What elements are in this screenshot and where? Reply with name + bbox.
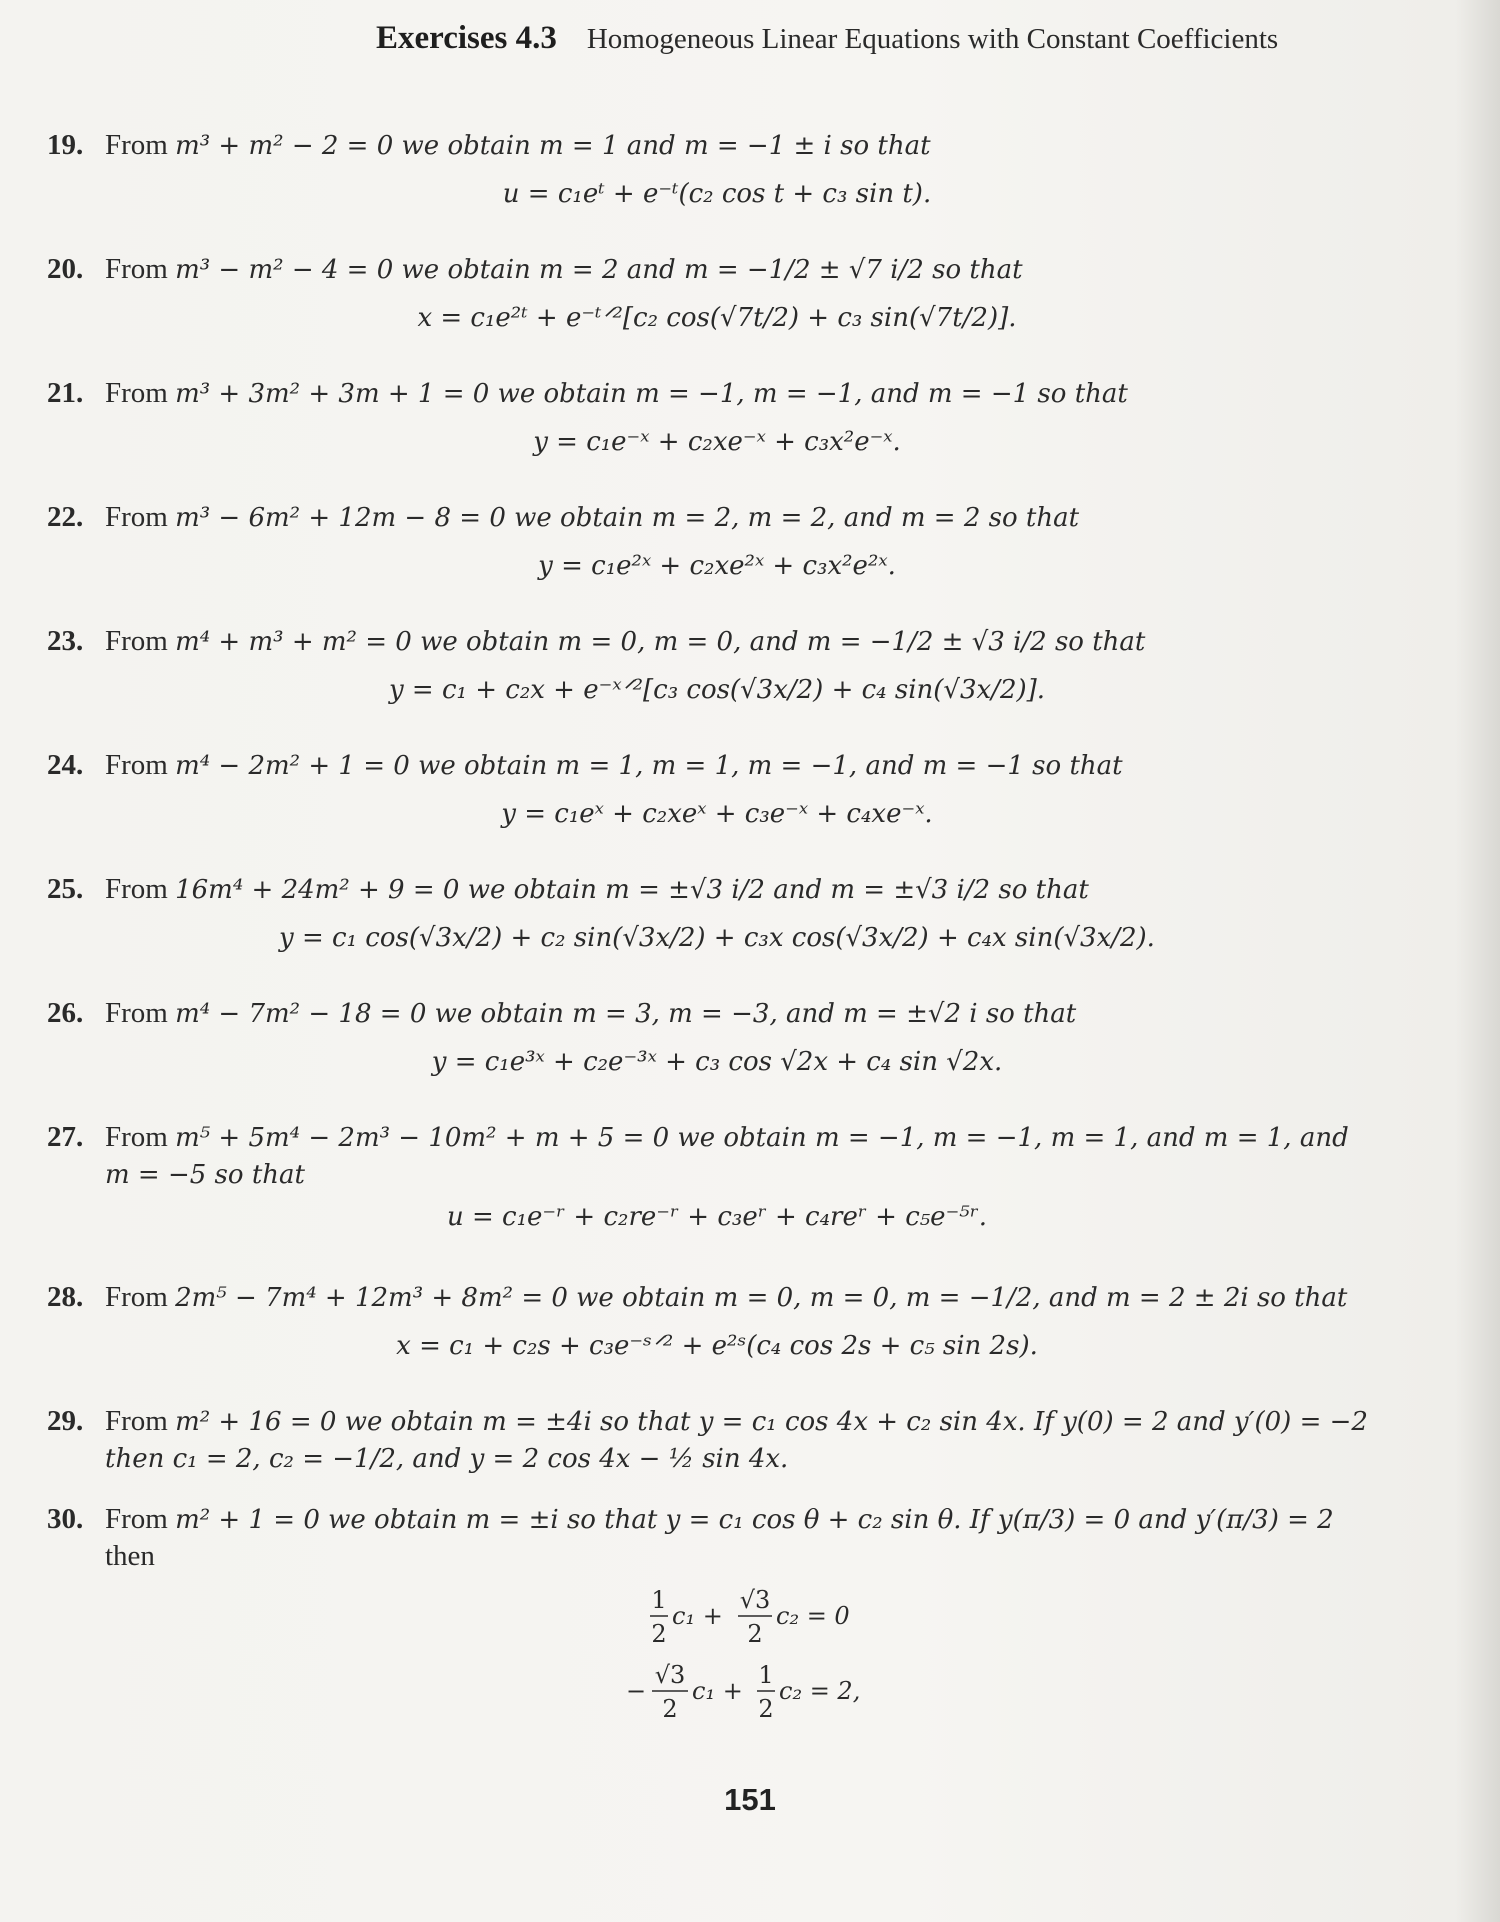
eq2-frac-b-num: 1 (758, 1661, 774, 1689)
problem-statement-cont: then (105, 1540, 155, 1572)
problem-23 (47, 623, 1387, 708)
problem-intro: From (105, 377, 168, 409)
eq2-frac-b-den: 2 (758, 1695, 774, 1723)
problem-intro: From (105, 873, 168, 905)
problem-number: 27. (47, 1121, 84, 1153)
problem-statement: 16m⁴ + 24m² + 9 = 0 we obtain m = ±√3 i/2 and m = ±√3 i/2 so that (175, 875, 1089, 905)
problem-intro: From (105, 997, 168, 1029)
problem-intro: From (105, 1121, 168, 1153)
problem-statement-cont: m = −5 so that (105, 1160, 305, 1190)
problem-number: 29. (47, 1405, 84, 1437)
problem-statement-cont: then c₁ = 2, c₂ = −1/2, and y = 2 cos 4x − ½ sin 4x. (105, 1444, 789, 1474)
problem-statement: m⁵ + 5m⁴ − 2m³ − 10m² + m + 5 = 0 we obtain m = −1, m = −1, m = 1, and m = 1, and (175, 1123, 1349, 1153)
problem-20 (47, 251, 1387, 336)
problem-27 (47, 1119, 1387, 1235)
problem-solution: y = c₁ + c₂x + e⁻ˣᐟ²[c₃ cos(√3x/2) + c₄ sin(√3x/2)]. (388, 675, 1046, 705)
problem-19 (47, 127, 1387, 212)
page-header (376, 20, 1278, 57)
problem-statement: m³ − m² − 4 = 0 we obtain m = 2 and m = −1/2 ± √7 i/2 so that (175, 255, 1023, 285)
eq2-frac-a-num: √3 (654, 1661, 686, 1689)
problem-number: 25. (47, 873, 84, 905)
eq2-sign: − (626, 1677, 647, 1705)
problem-number: 22. (47, 501, 84, 533)
problem-solution: y = c₁e⁻ˣ + c₂xe⁻ˣ + c₃x²e⁻ˣ. (533, 427, 901, 457)
problem-solution: u = c₁eᵗ + e⁻ᵗ(c₂ cos t + c₃ sin t). (502, 179, 932, 209)
problem-solution: y = c₁e³ˣ + c₂e⁻³ˣ + c₃ cos √2x + c₄ sin √2x. (431, 1047, 1003, 1077)
eq2-term: c₁ + (692, 1677, 743, 1705)
problem-21 (47, 375, 1387, 460)
eq1-frac-b-den: 2 (747, 1620, 763, 1648)
problem-intro: From (105, 1281, 168, 1313)
problem-29 (47, 1403, 1387, 1477)
problem-statement: 2m⁵ − 7m⁴ + 12m³ + 8m² = 0 we obtain m = 0, m = 0, m = −1/2, and m = 2 ± 2i so that (175, 1283, 1348, 1313)
problem-intro: From (105, 129, 168, 161)
problem-statement: m³ − 6m² + 12m − 8 = 0 we obtain m = 2, m = 2, and m = 2 so that (175, 503, 1080, 533)
equation-system (0, 1578, 1500, 1738)
problem-statement: m⁴ − 7m² − 18 = 0 we obtain m = 3, m = −3, and m = ±√2 i so that (175, 999, 1077, 1029)
problem-number: 26. (47, 997, 84, 1029)
problem-number: 19. (47, 129, 84, 161)
problem-intro: From (105, 1405, 168, 1437)
problem-statement: m⁴ − 2m² + 1 = 0 we obtain m = 1, m = 1, m = −1, and m = −1 so that (175, 751, 1123, 781)
page-number: 151 (724, 1782, 776, 1817)
problem-solution: y = c₁ cos(√3x/2) + c₂ sin(√3x/2) + c₃x cos(√3x/2) + c₄x sin(√3x/2). (279, 923, 1155, 953)
problem-number: 30. (47, 1503, 84, 1535)
problem-intro: From (105, 501, 168, 533)
eq1-rest: c₂ = 0 (776, 1602, 850, 1630)
problem-solution: y = c₁eˣ + c₂xeˣ + c₃e⁻ˣ + c₄xe⁻ˣ. (501, 799, 933, 829)
section-subtitle: Homogeneous Linear Equations with Constant Coefficients (586, 23, 1279, 55)
eq2-frac-a-den: 2 (662, 1695, 678, 1723)
eq1-frac-a-num: 1 (651, 1586, 667, 1614)
problem-number: 28. (47, 1281, 84, 1313)
problem-statement: m³ + 3m² + 3m + 1 = 0 we obtain m = −1, m = −1, and m = −1 so that (175, 379, 1128, 409)
problem-statement: m² + 16 = 0 we obtain m = ±4i so that y = c₁ cos 4x + c₂ sin 4x. If y(0) = 2 and y′(0) = −2 (175, 1407, 1368, 1437)
problem-28 (47, 1279, 1387, 1364)
problem-statement: m² + 1 = 0 we obtain m = ±i so that y = c₁ cos θ + c₂ sin θ. If y(π/3) = 0 and y′(π/3) = 2 (175, 1505, 1334, 1535)
problem-26 (47, 995, 1387, 1080)
problem-solution: y = c₁e²ˣ + c₂xe²ˣ + c₃x²e²ˣ. (538, 551, 896, 581)
eq2-rest: c₂ = 2, (779, 1677, 861, 1705)
problem-22 (47, 499, 1387, 584)
problem-intro: From (105, 253, 168, 285)
problem-24 (47, 747, 1387, 832)
problem-solution: x = c₁ + c₂s + c₃e⁻ˢᐟ² + e²ˢ(c₄ cos 2s + c₅ sin 2s). (396, 1331, 1038, 1361)
problem-intro: From (105, 625, 168, 657)
problem-intro: From (105, 749, 168, 781)
problem-statement: m⁴ + m³ + m² = 0 we obtain m = 0, m = 0, and m = −1/2 ± √3 i/2 so that (175, 627, 1146, 657)
section-title: Exercises 4.3 (376, 20, 557, 56)
problem-25 (47, 871, 1387, 956)
problem-solution: u = c₁e⁻ʳ + c₂re⁻ʳ + c₃eʳ + c₄reʳ + c₅e⁻⁵ʳ. (446, 1202, 988, 1232)
problem-statement: m³ + m² − 2 = 0 we obtain m = 1 and m = −1 ± i so that (175, 131, 931, 161)
problem-number: 23. (47, 625, 84, 657)
problem-number: 20. (47, 253, 84, 285)
problem-30 (47, 1501, 1387, 1574)
problem-solution: x = c₁e²ᵗ + e⁻ᵗᐟ²[c₂ cos(√7t/2) + c₃ sin(√7t/2)]. (417, 303, 1017, 333)
eq1-frac-a-den: 2 (651, 1620, 667, 1648)
eq1-term: c₁ + (672, 1602, 723, 1630)
problem-number: 21. (47, 377, 84, 409)
problem-number: 24. (47, 749, 84, 781)
problem-intro: From (105, 1503, 168, 1535)
eq1-frac-b-num: √3 (739, 1586, 771, 1614)
